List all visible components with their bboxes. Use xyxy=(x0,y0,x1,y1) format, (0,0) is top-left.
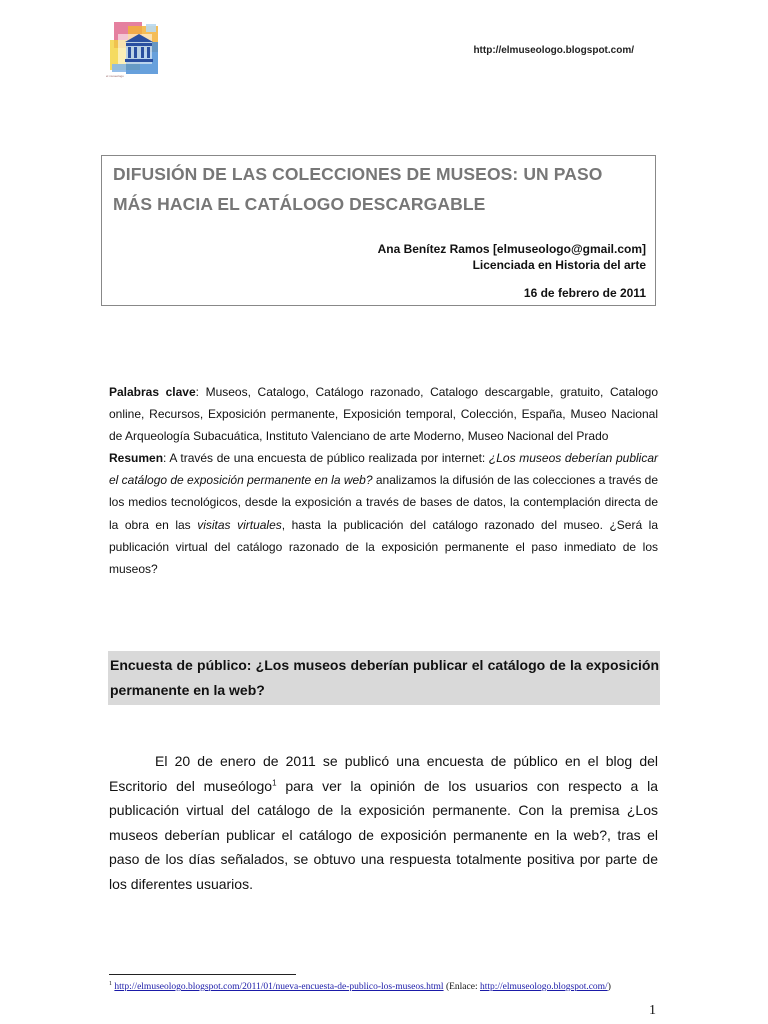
section-heading-box xyxy=(108,651,660,705)
summary-text-a: : A través de una encuesta de público realizada por internet: xyxy=(163,451,489,466)
body-text xyxy=(109,749,658,897)
keywords-paragraph xyxy=(109,381,658,447)
summary-question: ¿Los museos deberían publicar el catálogo de exposición permanente en la web? xyxy=(109,451,658,488)
page-number: 1 xyxy=(649,1003,656,1018)
logo-caption: el museologo xyxy=(106,74,124,78)
abstract xyxy=(109,381,658,580)
summary-label: Resumen xyxy=(109,451,164,466)
author-name: Ana Benítez Ramos [elmuseologo@gmail.com] xyxy=(377,242,646,256)
section-heading: Encuesta de público: ¿Los museos deberían publicar el catálogo de la exposición permanente en la web? xyxy=(110,657,659,698)
document-title-line-2: MÁS HACIA EL CATÁLOGO DESCARGABLE xyxy=(113,194,486,214)
body-paragraph xyxy=(109,749,658,897)
summary-text-b: analizamos la difusión de las colecciones a través de los medios tecnológicos, desde la exposición a través de bases de datos, la contemplación directa de la obra en las xyxy=(109,473,659,532)
footnote-reference[interactable]: 1 xyxy=(272,777,277,787)
document-title-line-1: DIFUSIÓN DE LAS COLECCIONES DE MUSEOS: UN PASO xyxy=(113,164,603,184)
summary-virtual-visits: visitas virtuales xyxy=(197,517,282,532)
author-credential: Licenciada en Historia del arte xyxy=(472,258,646,272)
keywords-text: : Museos, Catalogo, Catálogo razonado, Catalogo descargable, gratuito, Catalogo online, Recursos, Exposición permanente, Exposición temporal, Colección, España, Museo Nacional de Arqueología Subacuática, Instituto Valenciano de arte Moderno, Museo Nacional del Prado xyxy=(109,385,658,444)
footnote-middle: (Enlace: xyxy=(443,982,480,993)
publication-date: 16 de febrero de 2011 xyxy=(523,286,646,300)
museum-building-icon xyxy=(106,20,166,82)
header-blog-url[interactable]: http://elmuseologo.blogspot.com/ xyxy=(473,45,634,56)
body-part-1: El 20 de enero de 2011 se publicó una encuesta de público en el blog del Escritorio del museólogo xyxy=(109,753,658,794)
body-part-2: para ver la opinión de los usuarios con respecto a la publicación virtual del catálogo de la exposición permanente. Con la premisa ¿Los museos deberían publicar el catálogo de exposición permanente en la web?, tras el paso de los días señalados, se obtuvo una respuesta totalmente positiva por parte de los diferentes usuarios. xyxy=(109,777,659,892)
footnote-link-blog[interactable]: http://elmuseologo.blogspot.com/ xyxy=(479,982,608,993)
footnote-number: 1 xyxy=(109,981,112,987)
summary-paragraph xyxy=(109,447,658,580)
footnote-end: ) xyxy=(607,982,611,993)
document-title xyxy=(113,159,643,219)
author-block xyxy=(378,241,646,273)
footnote-link-article[interactable]: http://elmuseologo.blogspot.com/2011/01/nueva-encuesta-de-publico-los-museos.html xyxy=(114,982,444,993)
keywords-label: Palabras clave xyxy=(109,385,196,399)
footnote-divider xyxy=(109,974,296,975)
summary-text-c: , hasta la publicación del catálogo razonado del museo. ¿Será la publicación virtual del catálogo razonado de la exposición permanente el paso inmediato de los museos? xyxy=(109,517,659,576)
footnote xyxy=(109,981,669,992)
museum-logo xyxy=(106,20,166,82)
title-box xyxy=(101,155,656,306)
